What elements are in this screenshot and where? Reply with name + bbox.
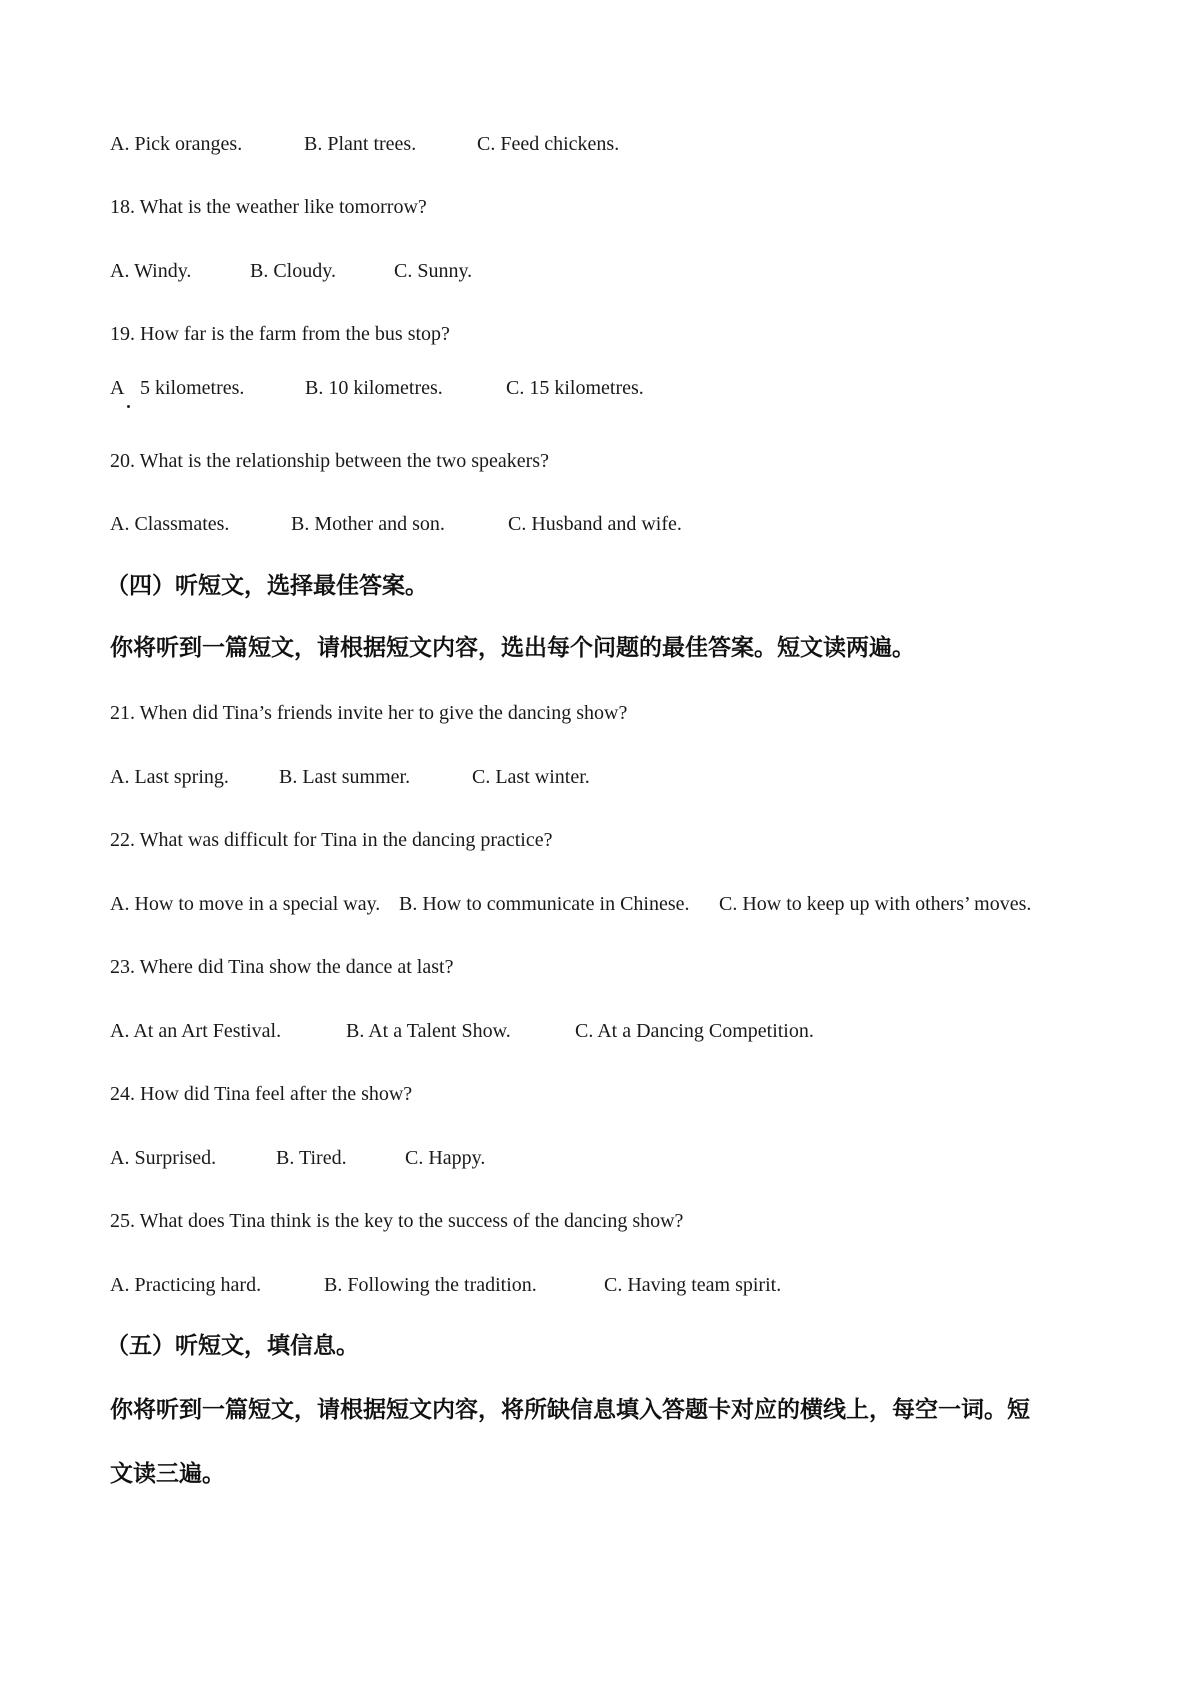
stray-dot-mark: [127, 405, 130, 408]
q19-options: [110, 375, 644, 401]
q17-option-b: B. Plant trees.: [304, 133, 417, 155]
q18-option-c: C. Sunny.: [394, 260, 473, 282]
q25-question: 25. What does Tina think is the key to the success of the dancing show?: [110, 1210, 684, 1232]
q22-question: 22. What was difficult for Tina in the dancing practice?: [110, 829, 553, 851]
q19-option-a-text: 5 kilometres.: [140, 377, 245, 399]
q23-option-a: A. At an Art Festival.: [110, 1020, 282, 1042]
q20-option-b: B. Mother and son.: [291, 513, 445, 535]
q20-option-a: A. Classmates.: [110, 513, 230, 535]
q18-option-a: A. Windy.: [110, 260, 192, 282]
q24-option-a: A. Surprised.: [110, 1147, 217, 1169]
q23-options: [110, 1018, 814, 1044]
q21-option-c: C. Last winter.: [472, 766, 590, 788]
q19-option-b: B. 10 kilometres.: [305, 377, 443, 399]
q21-question: 21. When did Tina’s friends invite her to give the dancing show?: [110, 702, 628, 724]
q25-option-c: C. Having team spirit.: [604, 1274, 782, 1296]
section-5-instruction-line-1: 你将听到一篇短文，请根据短文内容，将所缺信息填入答题卡对应的横线上，每空一词。短: [110, 1397, 1030, 1423]
q23-option-c: C. At a Dancing Competition.: [575, 1020, 814, 1042]
q21-option-b: B. Last summer.: [279, 766, 411, 788]
section-5-instruction-line-2: 文读三遍。: [110, 1461, 225, 1487]
q21-option-a: A. Last spring.: [110, 766, 229, 788]
q24-question: 24. How did Tina feel after the show?: [110, 1083, 413, 1105]
q17-option-c: C. Feed chickens.: [477, 133, 620, 155]
section-5-title: （五）听短文，填信息。: [106, 1333, 359, 1359]
q21-options: [110, 764, 590, 790]
q24-options: [110, 1145, 486, 1171]
q18-option-b: B. Cloudy.: [250, 260, 336, 282]
q19-option-c: C. 15 kilometres.: [506, 377, 644, 399]
q23-question: 23. Where did Tina show the dance at last?: [110, 956, 454, 978]
q25-option-a: A. Practicing hard.: [110, 1274, 262, 1296]
q19-option-a-letter: A: [110, 377, 125, 399]
q22-option-b: B. How to communicate in Chinese.: [399, 893, 690, 915]
q17-option-a: A. Pick oranges.: [110, 133, 243, 155]
section-4-instruction: 你将听到一篇短文，请根据短文内容，选出每个问题的最佳答案。短文读两遍。: [110, 635, 915, 661]
section-4-title: （四）听短文，选择最佳答案。: [106, 573, 428, 599]
q22-option-a: A. How to move in a special way.: [110, 893, 381, 915]
q23-option-b: B. At a Talent Show.: [346, 1020, 511, 1042]
q17-options: [110, 131, 620, 157]
q24-option-b: B. Tired.: [276, 1147, 347, 1169]
q19-question: 19. How far is the farm from the bus stop?: [110, 323, 450, 345]
q20-option-c: C. Husband and wife.: [508, 513, 682, 535]
q25-options: [110, 1272, 782, 1298]
q24-option-c: C. Happy.: [405, 1147, 486, 1169]
q20-options: [110, 511, 682, 537]
q22-option-c: C. How to keep up with others’ moves.: [719, 893, 1032, 915]
q25-option-b: B. Following the tradition.: [324, 1274, 537, 1296]
q22-options: [110, 891, 1032, 917]
q18-options: [110, 258, 473, 284]
q20-question: 20. What is the relationship between the two speakers?: [110, 450, 549, 472]
q18-question: 18. What is the weather like tomorrow?: [110, 196, 427, 218]
